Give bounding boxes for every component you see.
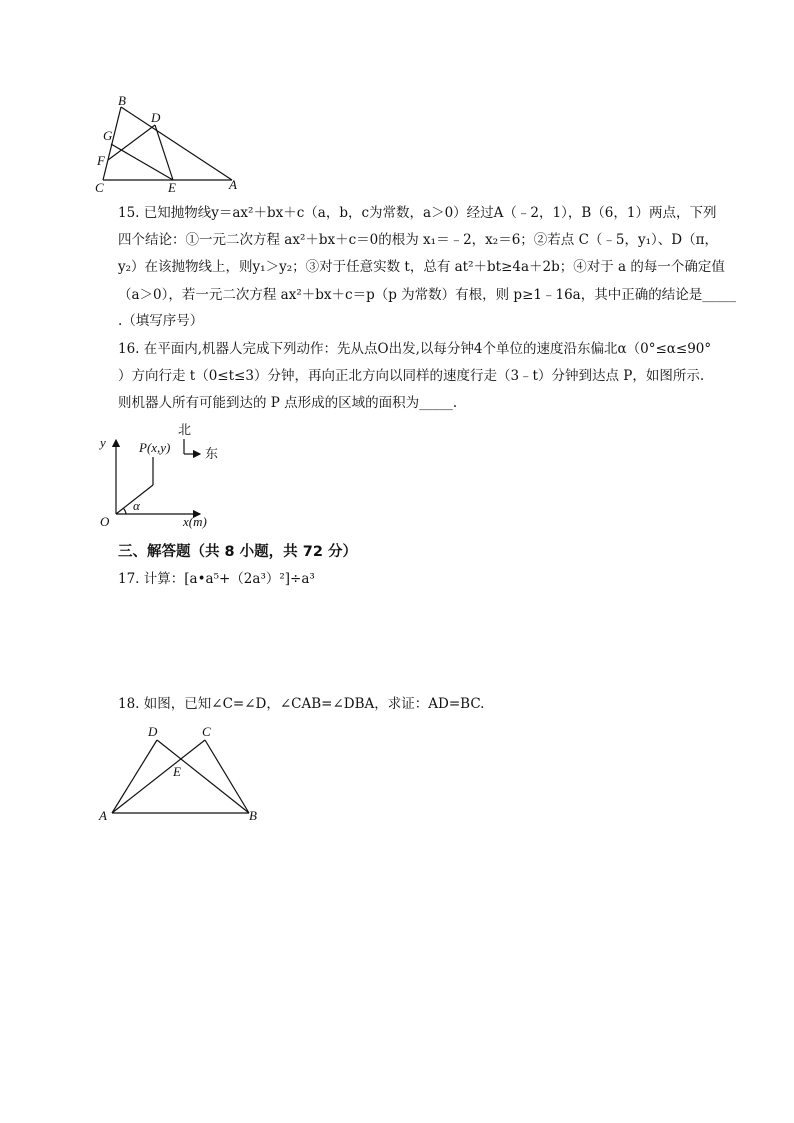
triangle-figure-q18 (96, 718, 266, 826)
q17-text: 17. 计算：[a•a⁵+（2a³）²]÷a³ (118, 571, 315, 587)
segment-ad (112, 740, 157, 813)
section-title: 三、解答题（共 8 小题，共 72 分） (118, 544, 357, 560)
label-north: 北 (178, 423, 192, 438)
label-point-p: P(x,y) (139, 440, 171, 455)
label-c: C (95, 180, 104, 195)
q15-line-1: 15. 已知抛物线y＝ax²＋bx＋c（a，b，c为常数，a＞0）经过A（﹣2，1），B（6，1）两点，下列 (118, 205, 717, 221)
label-alpha: α (133, 498, 140, 513)
label-d: D (148, 724, 158, 739)
segment-cb (205, 740, 249, 813)
label-e: E (173, 764, 181, 779)
segment-ac (112, 740, 205, 813)
label-c: C (202, 724, 211, 739)
label-a: A (229, 177, 237, 192)
segment-bc (103, 107, 121, 180)
q15-line-5: .（填写序号） (118, 313, 204, 329)
label-d: D (151, 110, 161, 125)
q15-line-3: y₂）在该抛物线上，则y₁＞y₂；③对于任意实数 t，总有 at²＋bt≥4a＋2b；④对于 a 的每一个确定值 (118, 259, 725, 275)
segment-ge (111, 144, 173, 180)
label-e: E (168, 180, 176, 195)
q18-text: 18. 如图，已知∠C=∠D，∠CAB=∠DBA，求证：AD=BC. (118, 696, 485, 712)
triangle-figure-q14 (92, 92, 252, 196)
q15-line-2: 四个结论：①一元二次方程 ax²＋bx＋c＝0的根为 x₁＝﹣2，x₂＝6；②若点 C（﹣5，y₁）、D（π， (118, 232, 718, 248)
q15-line-4: （a＞0），若一元二次方程 ax²＋bx＋c＝p（p 为常数）有根，则 p≥1﹣16a，其中正确的结论是_____ (118, 287, 736, 303)
label-a: A (99, 808, 107, 823)
q16-line-3: 则机器人所有可能到达的 P 点形成的区域的面积为_____. (118, 395, 458, 411)
label-f: F (97, 153, 105, 168)
label-x-axis: x(m) (183, 514, 207, 529)
q16-line-2: ）方向行走 t（0≤t≤3）分钟，再向正北方向以同样的速度行走（3﹣t）分钟到达点 P，如图所示. (118, 368, 705, 384)
label-east: 东 (205, 447, 219, 462)
label-b: B (249, 808, 257, 823)
robot-path-figure-q16 (92, 418, 222, 530)
label-y-axis: y (100, 435, 106, 450)
segment-db (157, 740, 249, 813)
q16-line-1: 16. 在平面内,机器人完成下列动作：先从点O出发,以每分钟4个单位的速度沿东偏北α（0°≤α≤90° (118, 341, 712, 357)
label-g: G (103, 128, 113, 143)
label-b: B (118, 93, 126, 108)
segment-ba (121, 107, 232, 180)
angle-arc (123, 508, 126, 514)
label-origin: O (100, 514, 110, 529)
